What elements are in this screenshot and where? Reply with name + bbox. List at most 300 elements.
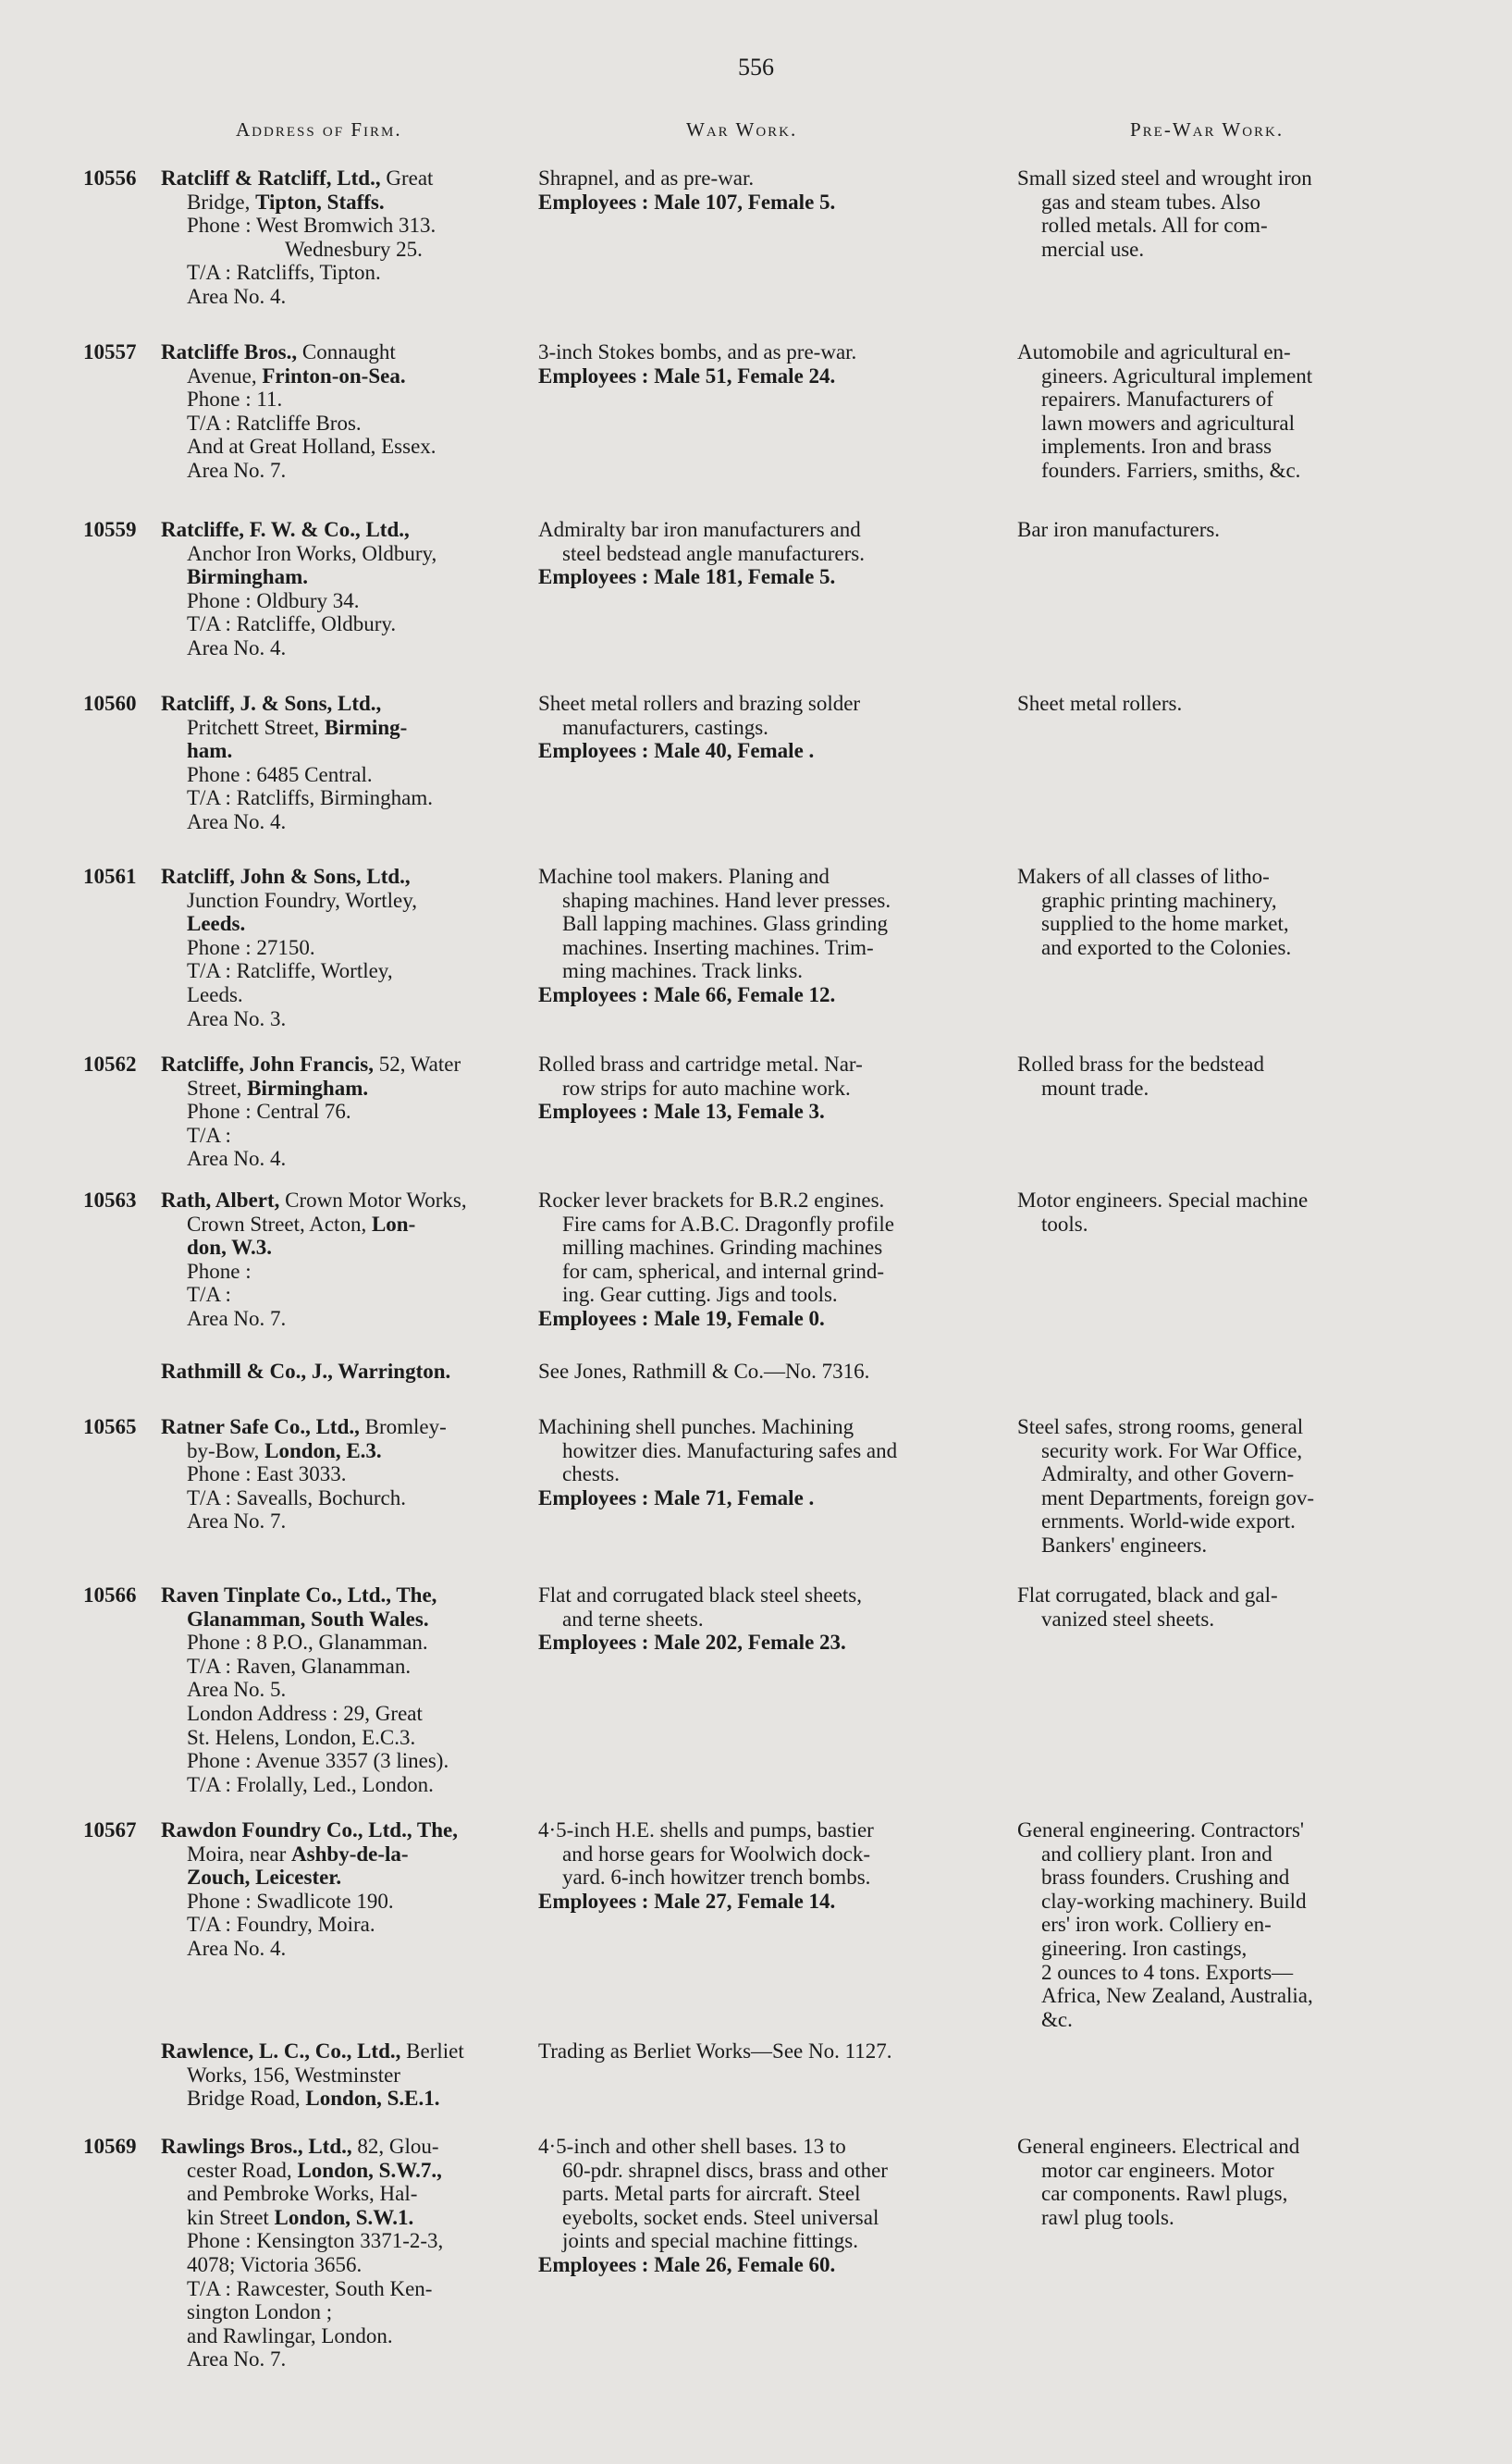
pre-war-work-line: rolled metals. All for com- <box>1041 214 1268 238</box>
address-line <box>83 1631 523 1655</box>
address-line <box>83 1189 523 1213</box>
address-text: London Address : 29, Great <box>187 1701 423 1725</box>
address-text: sington London ; <box>187 2300 333 2324</box>
pre-war-work-line: graphic printing machinery, <box>1041 888 1277 912</box>
firm-name: Rath, Albert, <box>161 1189 280 1212</box>
address-line <box>83 2064 523 2088</box>
address-text: T/A : Foundry, Moira. <box>187 1913 375 1937</box>
pre-war-work-line: rawl plug tools. <box>1041 2205 1174 2229</box>
pre-war-work-line: General engineering. Contractors' <box>1017 1818 1305 1842</box>
war-work <box>538 166 1001 214</box>
address-text: Bromley- <box>359 1415 447 1438</box>
address-line <box>83 865 523 889</box>
pre-war-work-line: Motor engineers. Special machine <box>1017 1189 1309 1212</box>
address-text: Area No. 7. <box>187 1509 287 1534</box>
location-name: Birming- <box>324 715 408 739</box>
pre-war-work-line: Makers of all classes of litho- <box>1017 865 1270 888</box>
address-line <box>83 1124 523 1148</box>
firm-name: Ratcliff & Ratcliff, Ltd., <box>161 166 381 190</box>
address-line <box>83 1937 523 1961</box>
address-line <box>83 2135 523 2159</box>
location-name: London, E.3. <box>264 1438 382 1462</box>
address-line <box>83 1749 523 1773</box>
pre-war-work-line: gineering. Iron castings, <box>1041 1936 1248 1960</box>
address-line <box>83 983 523 1007</box>
war-work-line: Ball lapping machines. Glass grinding <box>562 912 888 936</box>
pre-war-work-line: and exported to the Colonies. <box>1041 935 1292 959</box>
employees-count: Employees : Male 51, Female 24. <box>538 363 836 388</box>
address-text: Phone : West Bromwich 313. <box>187 214 436 238</box>
war-work <box>538 1053 1001 1124</box>
pre-war-work-line: tools. <box>1041 1212 1088 1236</box>
address-text: T/A : <box>187 1283 231 1307</box>
address-text: Pritchett Street, <box>187 715 325 739</box>
address-line <box>83 1360 523 1384</box>
address-text: Moira, near <box>187 1842 292 1866</box>
address-text: cester Road, <box>187 2158 298 2182</box>
address-line <box>83 412 523 436</box>
firm-name: Ratcliffe, F. W. & Co., Ltd., <box>161 518 410 541</box>
address-text: 4078; Victoria 3656. <box>187 2252 363 2276</box>
pre-war-work-line: mount trade. <box>1041 1076 1149 1100</box>
address-line <box>83 364 523 388</box>
address-of-firm <box>83 1583 523 1796</box>
address-text: Crown Motor Works, <box>279 1189 467 1212</box>
address-text: Crown Street, Acton, <box>187 1212 372 1236</box>
address-line <box>83 388 523 412</box>
address-line <box>83 810 523 834</box>
address-line <box>83 1655 523 1679</box>
address-of-firm <box>83 1053 523 1171</box>
address-line <box>83 1307 523 1331</box>
location-name: London, S.W.7., <box>297 2158 442 2182</box>
address-text: Area No. 7. <box>187 458 287 482</box>
pre-war-work-line: Rolled brass for the bedstead <box>1017 1053 1264 1076</box>
address-line <box>83 340 523 364</box>
address-line <box>83 2206 523 2230</box>
location-name: Zouch, Leicester. <box>187 1866 342 1890</box>
war-work-line: and horse gears for Woolwich dock- <box>562 1842 871 1866</box>
address-text: T/A : Ratcliffe Bros. <box>187 411 362 435</box>
war-work-line: joints and special machine fittings. <box>562 2229 859 2253</box>
address-line <box>83 542 523 566</box>
address-line <box>83 889 523 913</box>
address-text: T/A : Ratcliffs, Tipton. <box>187 261 381 285</box>
address-text: Area No. 4. <box>187 284 287 308</box>
firm-name: Rawlings Bros., Ltd., <box>161 2135 352 2158</box>
firm-name: Ratcliffe Bros., <box>161 340 298 363</box>
address-of-firm <box>83 1415 523 1534</box>
address-line <box>83 1726 523 1750</box>
address-text: Berliet <box>400 2039 464 2063</box>
firm-name: Rawlence, L. C., Co., Ltd., <box>161 2039 401 2063</box>
pre-war-work-line: Admiralty, and other Govern- <box>1041 1462 1295 1486</box>
address-line <box>83 1608 523 1632</box>
pre-war-work <box>1017 340 1415 483</box>
employees-count: Employees : Male 66, Female 12. <box>538 982 836 1006</box>
war-work-line: for cam, spherical, and internal grind- <box>562 1259 885 1283</box>
address-line <box>83 1702 523 1726</box>
war-work <box>538 518 1001 589</box>
war-work-line: See Jones, Rathmill & Co.—No. 7316. <box>538 1360 870 1383</box>
address-line <box>83 435 523 459</box>
pre-war-work-line: &c. <box>1041 2007 1073 2031</box>
war-work-line: eyebolts, socket ends. Steel universal <box>562 2205 879 2229</box>
location-name: Birmingham. <box>247 1076 369 1100</box>
location-name: Ashby-de-la- <box>291 1842 409 1866</box>
employees-count: Employees : Male 71, Female . <box>538 1485 815 1509</box>
war-work-line: Trading as Berliet Works—See No. 1127. <box>538 2039 892 2063</box>
address-text: Connaught <box>297 340 396 363</box>
war-work-line: Flat and corrugated black steel sheets, <box>538 1583 862 1607</box>
location-name: Lon- <box>371 1212 416 1236</box>
war-work <box>538 1189 1001 1331</box>
address-of-firm <box>83 692 523 834</box>
address-line <box>83 763 523 787</box>
address-text: Phone : Central 76. <box>187 1100 351 1124</box>
address-of-firm <box>83 340 523 483</box>
war-work <box>538 1415 1001 1509</box>
pre-war-work <box>1017 518 1415 542</box>
entry-number: 10559 <box>83 518 137 541</box>
address-text: Area No. 4. <box>187 809 287 833</box>
address-line <box>83 1415 523 1439</box>
address-of-firm <box>83 1360 523 1384</box>
war-work-line: Rolled brass and cartridge metal. Nar- <box>538 1053 863 1076</box>
address-line <box>83 636 523 660</box>
war-work-line: row strips for auto machine work. <box>562 1076 851 1100</box>
address-text: Phone : 27150. <box>187 935 315 959</box>
entry-number: 10557 <box>83 340 137 363</box>
location-name: Birmingham. <box>187 565 308 589</box>
address-line <box>83 2159 523 2183</box>
war-work-line: manufacturers, castings. <box>562 715 768 739</box>
war-work-line: howitzer dies. Manufacturing safes and <box>562 1438 898 1462</box>
address-text: Wednesbury 25. <box>285 237 423 261</box>
header-war-work: War Work. <box>686 118 798 141</box>
address-line <box>83 1053 523 1077</box>
war-work-line: Rocker lever brackets for B.R.2 engines. <box>538 1189 885 1212</box>
address-text: T/A : Frolally, Led., London. <box>187 1772 434 1796</box>
address-line <box>83 2300 523 2324</box>
address-line <box>83 612 523 636</box>
employees-count: Employees : Male 19, Female 0. <box>538 1306 825 1330</box>
address-line <box>83 2229 523 2253</box>
pre-war-work <box>1017 166 1415 261</box>
address-text: Bridge Road, <box>187 2087 306 2111</box>
address-line <box>83 1213 523 1237</box>
war-work-line: shaping machines. Hand lever presses. <box>562 888 891 912</box>
firm-name: Ratcliffe, John Francis, <box>161 1053 374 1076</box>
pre-war-work-line: ernments. World-wide export. <box>1041 1509 1296 1534</box>
header-address-of-firm: Address of Firm. <box>236 118 402 141</box>
address-text: Phone : <box>187 1259 252 1283</box>
employees-count: Employees : Male 13, Female 3. <box>538 1100 825 1124</box>
pre-war-work-line: Automobile and agricultural en- <box>1017 340 1291 363</box>
war-work-line: Machine tool makers. Planing and <box>538 865 830 888</box>
address-line <box>83 1283 523 1307</box>
address-line <box>83 1913 523 1937</box>
address-text: Avenue, <box>187 363 263 388</box>
location-name: Frinton-on-Sea. <box>262 363 406 388</box>
firm-name: Rawdon Foundry Co., Ltd., The, <box>161 1818 459 1842</box>
address-line <box>83 716 523 740</box>
address-text: Area No. 7. <box>187 1306 287 1330</box>
address-line <box>83 936 523 960</box>
address-line <box>83 2039 523 2064</box>
pre-war-work-line: General engineers. Electrical and <box>1017 2135 1300 2158</box>
pre-war-work <box>1017 2135 1415 2229</box>
pre-war-work-line: ers' iron work. Colliery en- <box>1041 1913 1272 1937</box>
war-work <box>538 692 1001 763</box>
pre-war-work <box>1017 1583 1415 1631</box>
firm-name: Ratner Safe Co., Ltd., <box>161 1415 360 1438</box>
address-text: Junction Foundry, Wortley, <box>187 888 418 912</box>
pre-war-work-line: vanized steel sheets. <box>1041 1607 1215 1631</box>
address-line <box>83 1007 523 1031</box>
employees-count: Employees : Male 202, Female 23. <box>538 1631 846 1655</box>
address-line <box>83 2182 523 2206</box>
address-of-firm <box>83 166 523 309</box>
pre-war-work-line: motor car engineers. Motor <box>1041 2158 1274 2182</box>
pre-war-work <box>1017 1189 1415 1236</box>
pre-war-work-line: Small sized steel and wrought iron <box>1017 166 1312 190</box>
war-work-line: steel bedstead angle manufacturers. <box>562 541 865 565</box>
address-text: Area No. 4. <box>187 1147 287 1171</box>
location-name: Tipton, Staffs. <box>255 190 385 214</box>
pre-war-work-line: security work. For War Office, <box>1041 1438 1303 1462</box>
address-text: Works, 156, Westminster <box>187 2063 400 2087</box>
pre-war-work <box>1017 692 1415 716</box>
pre-war-work-line: gineers. Agricultural implement <box>1041 363 1313 388</box>
address-line <box>83 1842 523 1866</box>
firm-name: Rathmill & Co., J., Warrington. <box>161 1360 451 1383</box>
war-work <box>538 1818 1001 1913</box>
address-line <box>83 692 523 716</box>
address-line <box>83 1773 523 1797</box>
employees-count: Employees : Male 181, Female 5. <box>538 565 836 589</box>
entry-number: 10567 <box>83 1818 137 1842</box>
firm-name: Ratcliff, J. & Sons, Ltd., <box>161 692 382 715</box>
war-work-line: chests. <box>562 1462 620 1486</box>
entry-number: 10556 <box>83 166 137 190</box>
address-text: Phone : 8 P.O., Glanamman. <box>187 1631 428 1655</box>
address-text: and Pembroke Works, Hal- <box>187 2182 418 2206</box>
pre-war-work-line: Bankers' engineers. <box>1041 1533 1208 1557</box>
pre-war-work-line: repairers. Manufacturers of <box>1041 388 1273 412</box>
war-work-line: Machining shell punches. Machining <box>538 1415 854 1438</box>
address-text: Phone : East 3033. <box>187 1462 347 1486</box>
address-text: Area No. 5. <box>187 1678 287 1702</box>
war-work-line: Sheet metal rollers and brazing solder <box>538 692 861 715</box>
pre-war-work <box>1017 865 1415 959</box>
location-name: don, W.3. <box>187 1236 273 1260</box>
address-text: Area No. 4. <box>187 635 287 659</box>
war-work-line: Shrapnel, and as pre-war. <box>538 166 755 190</box>
address-of-firm <box>83 1189 523 1331</box>
pre-war-work-line: 2 ounces to 4 tons. Exports— <box>1041 1960 1294 1984</box>
war-work-line: machines. Inserting machines. Trim- <box>562 935 874 959</box>
address-line <box>83 2347 523 2372</box>
address-line <box>83 1147 523 1171</box>
address-text: Area No. 7. <box>187 2347 287 2372</box>
address-text: Leeds. <box>187 982 243 1006</box>
address-text: Phone : Avenue 3357 (3 lines). <box>187 1749 449 1773</box>
war-work-line: Fire cams for A.B.C. Dragonfly profile <box>562 1212 894 1236</box>
location-name: London, S.W.1. <box>274 2205 414 2229</box>
pre-war-work-line: and colliery plant. Iron and <box>1041 1842 1272 1866</box>
address-line <box>83 214 523 238</box>
entry-number: 10569 <box>83 2135 137 2158</box>
address-text: Street, <box>187 1076 248 1100</box>
address-line <box>83 2087 523 2111</box>
location-name: ham. <box>187 739 233 763</box>
address-line <box>83 2253 523 2277</box>
war-work <box>538 2135 1001 2277</box>
address-line <box>83 238 523 262</box>
war-work-line: yard. 6-inch howitzer trench bombs. <box>562 1866 871 1890</box>
address-text: Phone : Kensington 3371-2-3, <box>187 2229 444 2253</box>
address-text: 52, Water <box>373 1053 461 1076</box>
address-line <box>83 589 523 613</box>
pre-war-work-line: Flat corrugated, black and gal- <box>1017 1583 1278 1607</box>
address-line <box>83 1678 523 1702</box>
address-line <box>83 1486 523 1510</box>
employees-count: Employees : Male 27, Female 14. <box>538 1889 836 1913</box>
address-line <box>83 2277 523 2301</box>
pre-war-work-line: Steel safes, strong rooms, general <box>1017 1415 1304 1438</box>
address-text: Phone : 11. <box>187 388 283 412</box>
pre-war-work-line: clay-working machinery. Build <box>1041 1889 1307 1913</box>
address-line <box>83 1236 523 1260</box>
location-name: Glanamman, South Wales. <box>187 1607 429 1631</box>
pre-war-work-line: gas and steam tubes. Also <box>1041 190 1260 214</box>
employees-count: Employees : Male 26, Female 60. <box>538 2252 836 2276</box>
war-work-line: 3-inch Stokes bombs, and as pre-war. <box>538 340 857 363</box>
pre-war-work <box>1017 1818 1415 2031</box>
address-text: by-Bow, <box>187 1438 265 1462</box>
address-line <box>83 1462 523 1486</box>
war-work-line: 4·5-inch and other shell bases. 13 to <box>538 2135 846 2158</box>
pre-war-work-line: lawn mowers and agricultural <box>1041 411 1295 435</box>
address-line <box>83 518 523 542</box>
pre-war-work-line: ment Departments, foreign gov- <box>1041 1485 1315 1509</box>
war-work <box>538 1360 1001 1384</box>
address-text: 82, Glou- <box>351 2135 439 2158</box>
address-line <box>83 739 523 763</box>
address-line <box>83 1890 523 1914</box>
address-line <box>83 1439 523 1463</box>
page-number: 556 <box>738 54 774 80</box>
address-line <box>83 1866 523 1890</box>
address-text: Area No. 4. <box>187 1936 287 1960</box>
address-text: And at Great Holland, Essex. <box>187 435 436 459</box>
employees-count: Employees : Male 40, Female . <box>538 739 815 763</box>
address-line <box>83 261 523 285</box>
address-text: kin Street <box>187 2205 275 2229</box>
address-text: T/A : Ratcliffs, Birmingham. <box>187 786 433 810</box>
address-line <box>83 565 523 589</box>
address-text: T/A : Ratcliffe, Oldbury. <box>187 612 397 636</box>
address-of-firm <box>83 1818 523 1961</box>
address-line <box>83 959 523 983</box>
address-text: St. Helens, London, E.C.3. <box>187 1725 416 1749</box>
employees-count: Employees : Male 107, Female 5. <box>538 190 836 214</box>
pre-war-work-line: mercial use. <box>1041 237 1145 261</box>
header-pre-war-work: Pre-War Work. <box>1130 118 1285 141</box>
pre-war-work-line: brass founders. Crushing and <box>1041 1866 1290 1890</box>
address-line <box>83 191 523 215</box>
war-work <box>538 1583 1001 1655</box>
war-work-line: Admiralty bar iron manufacturers and <box>538 518 861 541</box>
entry-number: 10562 <box>83 1053 137 1076</box>
entry-number: 10565 <box>83 1415 137 1438</box>
war-work-line: ing. Gear cutting. Jigs and tools. <box>562 1283 838 1307</box>
war-work-line: and terne sheets. <box>562 1607 704 1631</box>
firm-name: Raven Tinplate Co., Ltd., The, <box>161 1583 437 1607</box>
address-text: Phone : 6485 Central. <box>187 762 373 786</box>
address-text: Phone : Oldbury 34. <box>187 588 360 612</box>
address-text: Bridge, <box>187 190 256 214</box>
address-line <box>83 1583 523 1608</box>
address-line <box>83 1077 523 1101</box>
address-line <box>83 1509 523 1534</box>
location-name: London, S.E.1. <box>305 2087 440 2111</box>
war-work-line: ming machines. Track links. <box>562 959 804 983</box>
address-line <box>83 912 523 936</box>
pre-war-work-line: car components. Rawl plugs, <box>1041 2182 1288 2206</box>
address-of-firm <box>83 865 523 1030</box>
address-text: Phone : Swadlicote 190. <box>187 1889 394 1913</box>
address-of-firm <box>83 518 523 660</box>
address-text: T/A : Savealls, Bochurch. <box>187 1485 406 1509</box>
address-text: Area No. 3. <box>187 1006 287 1030</box>
pre-war-work-line: Africa, New Zealand, Australia, <box>1041 1984 1313 2008</box>
address-line <box>83 2324 523 2348</box>
address-line <box>83 285 523 309</box>
war-work <box>538 340 1001 388</box>
pre-war-work-line: Sheet metal rollers. <box>1017 692 1183 715</box>
pre-war-work-line: implements. Iron and brass <box>1041 435 1272 459</box>
war-work-line: 60-pdr. shrapnel discs, brass and other <box>562 2158 888 2182</box>
address-line <box>83 1100 523 1124</box>
address-text: T/A : <box>187 1123 231 1147</box>
entry-number: 10566 <box>83 1583 137 1607</box>
address-text: T/A : Rawcester, South Ken- <box>187 2276 433 2300</box>
address-line <box>83 166 523 191</box>
address-line <box>83 459 523 483</box>
war-work-line: milling machines. Grinding machines <box>562 1236 883 1260</box>
entry-number: 10561 <box>83 865 137 888</box>
pre-war-work <box>1017 1415 1415 1558</box>
address-text: T/A : Raven, Glanamman. <box>187 1654 412 1678</box>
pre-war-work-line: Bar iron manufacturers. <box>1017 518 1221 541</box>
entry-number: 10560 <box>83 692 137 715</box>
address-of-firm <box>83 2039 523 2111</box>
address-of-firm <box>83 2135 523 2372</box>
address-text: Anchor Iron Works, Oldbury, <box>187 541 437 565</box>
war-work-line: 4·5-inch H.E. shells and pumps, bastier <box>538 1818 874 1842</box>
address-text: Great <box>380 166 434 190</box>
war-work <box>538 865 1001 1007</box>
war-work <box>538 2039 1001 2064</box>
firm-name: Ratcliff, John & Sons, Ltd., <box>161 865 411 888</box>
pre-war-work-line: founders. Farriers, smiths, &c. <box>1041 458 1301 482</box>
pre-war-work <box>1017 1053 1415 1100</box>
address-line <box>83 1260 523 1284</box>
war-work-line: parts. Metal parts for aircraft. Steel <box>562 2182 861 2206</box>
location-name: Leeds. <box>187 912 246 936</box>
